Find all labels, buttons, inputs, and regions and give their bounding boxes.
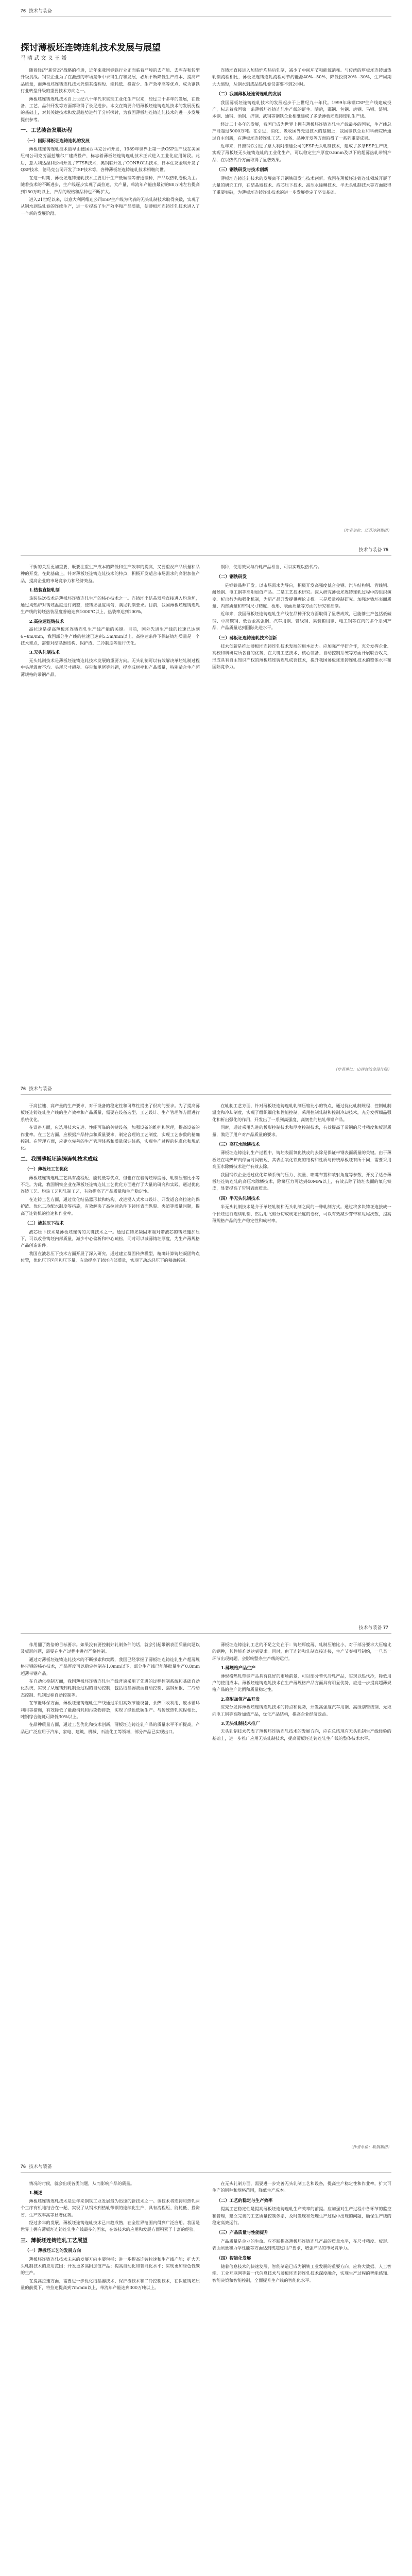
page-5	[0, 2156, 412, 2576]
page-3	[0, 1078, 412, 1617]
paragraph: 薄板坯连铸连轧技术最早由德国西马克公司开发，1989年世界上第一条CSP生产线在美国纽柯公司克劳福兹维尔厂建成投产，标志着薄板坯连铸连轧技术正式进入工业化应用阶段。此后，意大利达涅利公司开发了FTSR技术，奥钢联开发了CONROLL技术，日本住友金属开发了QSP技术，德马克公司开发了ISP技术等，各种薄板坯连铸连轧技术相继问世。	[21, 146, 200, 173]
section-heading: 一、工艺装备发展历程	[21, 128, 72, 134]
section-heading: （一）薄板坯工艺的发展方向	[25, 2248, 81, 2253]
paragraph: 薄板坯连铸连轧生产过程中，铸坯表面氧化铁皮的去除是保证带钢表面质量的关键。由于薄板坯在均热炉内停留时间较短，其表面氧化铁皮的结构和性质与传统厚板坯有所不同，需要采用高压水除鳞技术进行有效去除。	[212, 1150, 391, 1170]
paragraph: 情况的时候，就会出现各类问题，从而影响产品的质量。	[29, 2181, 135, 2186]
section-heading: 二、我国薄板坯连铸连轧技术成就	[21, 1156, 98, 1162]
paragraph: 技术创新是推动薄板坯连铸连轧技术发展的根本动力。应加强产学研合作，充分发挥企业、高校和科研院所各自的优势，在关键工艺技术、核心装备、自动控制系统等方面开展联合攻关，形成具有自主知识产权的薄板坯连铸连轧成套技术，提升我国薄板坯连铸连轧技术的整体水平和国际竞争力。	[212, 643, 391, 670]
section-heading: （三）钢铁研发与技术创新	[216, 167, 268, 173]
journal-section: 技术与装备	[29, 2164, 53, 2169]
section-heading: （二）钢铁研发	[216, 574, 247, 580]
paragraph: 薄板坯连铸连轧工艺的不足之处在于：铸坯厚度薄、轧制压缩比小，对于部分要求大压缩比的钢种，其性能难以达到要求。同时，由于连铸和轧制直接连接，生产节奏相互制约，一旦某一环节出现问题，会影响整条生产线的运行。	[212, 1642, 391, 1661]
section-heading: （三）高压水除鳞技术	[216, 1142, 260, 1147]
right-column	[212, 1103, 391, 1607]
right-column	[212, 564, 391, 1058]
paragraph: 在设备方面，应选用技术先进、性能可靠的关键设备，加强设备的维护和管理，提高设备的作业率。在工艺方面，应根据产品特点和质量要求，制定合理的工艺制度，实现工艺参数的精确控制。在管理方面，应建立完善的生产管理体系和质量保证体系，实现生产过程的标准化和规范化。	[21, 1125, 200, 1151]
section-heading: （三）薄板坯连铸连轧技术创新	[216, 635, 277, 640]
paragraph: 在自动化控制方面，我国薄板坯连铸连轧生产线普遍采用了先进的过程控制系统和基础自动化系统，实现了从连铸到轧制全过程的自动控制，包括结晶器液面自动控制、漏钢预报、二冷动态控制、轧制过程自动控制等。	[21, 1679, 200, 1698]
section-heading: 1.热装直接轧制	[29, 587, 60, 593]
paragraph: 一是钢铁品种开发。以市场需求为导向，积极开发高强度低合金钢、汽车结构钢、管线钢、耐候钢、电工钢等高附加值产品。二是工艺技术研究。深入研究薄板坯连铸连轧过程中的组织演变、析出行为和强化机制，为新产品开发提供理论支撑。三是质量控制研究。加强对铸坯表面质量、内部质量和带钢尺寸精度、板形、表面质量等方面的研究和控制。	[212, 582, 391, 609]
page-number: 77	[383, 1625, 388, 1630]
paragraph: 在这一时期，薄板坯连铸连轧技术主要用于生产低碳钢等普通钢种，产品以热轧卷板为主。随着技术的不断进步，生产线逐步实现了高拉速、大产量，单流年产能由最初的80万吨左右提高到150万吨以上，产品的规格和品种也不断扩大。	[21, 175, 200, 194]
page-4	[0, 1617, 412, 2156]
journal-section: 技术与装备	[29, 1086, 53, 1091]
left-column	[21, 1103, 200, 1607]
author-affiliation: （作者单位：鞍钢集团）	[349, 2145, 391, 2149]
section-heading: 2.高拉速连铸技术	[29, 618, 64, 624]
paragraph: 钢种，使用效果与冷轧产品相当，可以实现以热代冷。	[220, 564, 322, 569]
header-rule	[21, 1633, 391, 1634]
paragraph: 产品质量是企业的生命。应不断提高薄板坯连铸连轧产品的质量水平，在尺寸精度、板形、表面质量和力学性能等方面达到或超过用户要求，增强产品的市场竞争力。	[212, 2238, 391, 2251]
article-title: 探讨薄板坯连铸连轧技术发展与展望	[21, 43, 161, 53]
paragraph: 应充分发挥薄板坯连铸连轧技术的特点和优势，开发高强度汽车用钢、高级别管线钢、无取向电工钢等高附加值产品，优化产品结构，提高企业经济效益。	[212, 1704, 391, 1717]
text-columns	[21, 1641, 391, 2136]
section-heading: （二）工艺的稳定与生产效率	[216, 2197, 273, 2203]
paragraph: 于高拉速、高产量的生产要求，对于设备的稳定性和可靠性提出了很高的要求。为了提高薄板坯连铸连轧生产线的生产效率和产品质量，需要在设备选型、工艺设计、生产管理等方面进行系统优化。	[21, 1103, 200, 1122]
section-heading: （四）智能化发展	[216, 2255, 251, 2261]
page-header	[21, 2163, 391, 2171]
paragraph: 连铸坯直接进入加热炉均热后轧制，减少了中间环节和能源消耗。与传统的厚板坯连铸加热轧制流程相比，薄板坯连铸连轧流程可节约能源40%~50%，降低投资20%~30%，生产周期大大缩短，从钢水到成品热轧卷仅需要不到2小时。	[212, 67, 391, 87]
page-header	[21, 1624, 391, 1632]
article-authors: 马 晴 武 文 义 王 媛	[21, 56, 67, 61]
page-number: 76	[21, 2164, 26, 2169]
paragraph: 进入21世纪以来，以意大利阿维迪公司ESP生产线为代表的无头轧制技术取得突破，实现了从钢水到热轧卷的连续生产，进一步提高了生产效率和产品质量，使薄板坯连铸连轧技术进入了一个新的发展阶段。	[21, 196, 200, 216]
paragraph: 提高工艺稳定性是提高薄板坯连铸连轧生产效率的前提。应加强对生产过程中各环节的监控和管理，建立完善的工艺质量控制体系，及时发现和处理生产过程中出现的问题，确保生产线的稳定高效运行。	[212, 2206, 391, 2226]
page-header	[21, 7, 391, 15]
section-heading: 3.无头轧制技术推广	[220, 1721, 260, 1726]
paragraph: 我国在液芯压下技术方面开展了深入研究，通过建立凝固传热模型，精确计算铸坯凝固终点位置，优化压下区间和压下量，有效提高了铸坯内部质量，实现了动态轻压下的精确控制。	[21, 1250, 200, 1263]
page-1	[0, 0, 412, 539]
author-affiliation: （作者单位：山西省冶金设计院）	[333, 1067, 391, 1072]
section-heading: （四）半无头轧制技术	[216, 1195, 260, 1201]
section-heading: （一）薄板坯工艺优化	[25, 1166, 68, 1172]
text-columns	[21, 564, 391, 1058]
page-number: 76	[21, 1086, 26, 1091]
section-heading: （一）国际薄板坯连铸连轧的发展	[25, 138, 90, 143]
paragraph: 同时，通过采用先进的板形控制技术和厚度控制技术，有效提高了带钢的尺寸精度和板形质量，满足了用户对产品质量的要求。	[212, 1125, 391, 1137]
text-columns	[21, 1103, 391, 1607]
paragraph: 作用翻了数倍的目标要求。如果没有要控制好轧制条件的话，就会引起带钢表面质量问题以及板形问题，需要在生产过程中进行严格控制。	[21, 1642, 200, 1654]
section-heading: 1.薄规格产品生产	[220, 1665, 256, 1671]
paragraph: 薄板坯连铸连轧技术自上世纪八十年代末实现工业化生产以来，经过三十多年的发展，在设备、工艺、品种开发等方面都取得了长足进步。本文在简要介绍薄板坯连铸连轧技术的发展历程的基础上，对其关键技术和发展趋势进行了分析探讨，为我国薄板坯连铸连轧技术的进一步发展提供参考。	[21, 96, 200, 122]
header-rule	[21, 1094, 391, 1095]
text-columns	[21, 2180, 391, 2576]
paragraph: 无头轧制技术是薄板坯连铸连轧技术发展的重要方向。无头轧制可以有效解决单坯轧制过程中头尾温度不均、头尾尺寸超差、穿带和甩尾等问题，提高成材率和产品质量，特别适合生产超薄规格的带钢产品。	[21, 657, 200, 677]
paragraph: 我国薄板坯连铸连轧技术的发展起步于上世纪九十年代。1999年珠钢CSP生产线建成投产，标志着我国第一条薄板坯连铸连轧生产线的诞生。随后，邯钢、包钢、唐钢、马钢、涟钢、本钢、通钢、酒钢、济钢、武钢等钢铁企业相继建成了多条薄板坯连铸连轧生产线。	[212, 99, 391, 119]
section-heading: （二）液芯压下技术	[25, 1221, 64, 1226]
paragraph: 薄板坯连铸连轧技术的发展离不开钢铁研发与技术创新。我国在薄板坯连铸连轧领域开展了大量的研究工作，在结晶器技术、液芯压下技术、高压水除鳞技术、半无头轧制技术等方面取得了重要突破，为薄板坯连铸连轧技术的进一步发展奠定了坚实基础。	[212, 175, 391, 195]
paragraph: 薄板坯连铸连轧技术未来的发展方向主要包括：进一步提高连铸拉速和生产线产能；扩大无头轧制技术的应用范围；开发更多高附加值产品；提高自动化和智能化水平；实现更加绿色低碳的生产。	[21, 2256, 200, 2276]
paragraph: 薄规格热轧带钢产品具有良好的市场前景，可以部分替代冷轧产品，实现以热代冷，降低用户的使用成本。薄板坯连铸连轧技术在生产薄规格产品方面具有明显优势，应进一步提高超薄规格产品的生产比例和质量稳定性。	[212, 1673, 391, 1692]
section-heading: 三、薄板坯连铸连轧工艺展望	[21, 2238, 88, 2244]
paragraph: 通过对薄板坯连铸连轧技术的不断探索和实践，我国已经掌握了薄板坯连铸连轧生产超薄规格带钢的核心技术，产品厚度可以稳定控制在1.0mm以下，部分生产线已能够批量生产0.8mm超薄带钢产品。	[21, 1656, 200, 1676]
paragraph: 随着经济“新常态”战略的推进，近年来我国钢铁行业正面临着严峻的去产能、去库存和转型升级挑战。钢铁企业为了在激烈的市场竞争中求得生存和发展，必须不断降低生产成本、提高产品质量，而薄板坯连铸连轧技术凭借其流程短、能耗低、投资少、生产效率高等优点，成为钢铁行业转型升级的重要技术方向之一。	[21, 67, 200, 94]
paragraph: 在轧制工艺方面，针对薄板坯连铸连轧轧制压缩比小的特点，通过优化轧制规程、控制轧制温度和冷却制度，实现了组织细化和性能控制。采用控制轧制和控制冷却技术，充分发挥细晶强化和析出强化的作用，开发出了一系列高强度、高韧性的热轧带钢产品。	[212, 1103, 391, 1122]
left-column	[21, 2180, 200, 2576]
paragraph: 经过多年的发展，薄板坯连铸连轧技术已日趋成熟，在全世界范围内得到广泛应用。我国是世界上拥有薄板坯连铸连轧生产线最多的国家，在该技术的应用和发展方面积累了丰富的经验。	[21, 2220, 200, 2232]
right-column	[212, 1641, 391, 2136]
paragraph: 半无头轧制技术是介于单坯轧制和无头轧制之间的一种轧制方式。通过将多块铸坯连接成一个长坯进行连续轧制，然后用飞剪分切成规定长度的卷材，可以有效减少穿带和甩尾次数，提高薄规格产品的生产稳定性和成材率。	[212, 1204, 391, 1224]
paragraph: 我国钢铁企业通过优化除鳞系统的压力、流量、喷嘴布置和喷射角度等参数，开发了适合薄板坯连铸连轧的高压水除鳞技术，除鳞压力可达到40MPa以上，有效去除了铸坯表面的氧化铁皮，显著提高了带钢表面质量。	[212, 1172, 391, 1191]
section-heading: 3.无头轧制技术	[29, 650, 60, 655]
paragraph: 高拉速是提高薄板坯连铸连轧生产线产能的关键。目前，国外先进生产线的拉速已达到6~8m/min，我国部分生产线的拉速已达到5.5m/min以上。高拉速条件下保证铸坯质量是一个技术难点，需要对结晶器结构、保护渣、二冷制度等进行优化。	[21, 626, 200, 646]
section-heading: 1.概述	[29, 2190, 43, 2196]
paragraph: 近年来，日照钢铁引进了意大利阿维迪公司的ESP无头轧制技术，建成了多条ESP生产线，实现了薄板坯无头连铸连轧的工业化生产，可以稳定生产厚度0.8mm及以下的超薄热轧带钢产品，在以热代冷方面取得了显著效果。	[212, 143, 391, 162]
header-rule	[21, 16, 391, 17]
paragraph: 无头轧制技术代表了薄板坯连铸连轧技术的发展方向，应在总结现有无头轧制生产线经验的基础上，进一步推广应用无头轧制技术，提高薄板坯连铸连轧生产线的整体技术水平。	[212, 1728, 391, 1741]
page-number: 76	[21, 8, 26, 13]
section-heading: （三）产品质量与性能提升	[216, 2230, 268, 2235]
left-column	[21, 564, 200, 1058]
left-column	[21, 67, 200, 520]
paragraph: 随着信息技术的快速发展，智能制造已成为钢铁工业发展的重要方向。应将大数据、人工智能、工业互联网等新一代信息技术与薄板坯连铸连轧技术深度融合，实现生产过程的智能感知、智能决策和智能控制，全面提升生产线的智能化水平。	[212, 2264, 391, 2283]
paragraph: 平衡的关系更加重要，既要注重生产成本的降低和生产效率的提高，又要重视产品质量和品种的开发。在此基础上，针对薄板坯连铸连轧技术的特点，积极开发适合市场需求的高附加值产品，提高企业的市场竞争力和经济效益。	[21, 564, 200, 583]
paragraph: 热装热送技术是薄板坯连铸连轧生产的核心技术之一。连铸坯出结晶器后直接进入均热炉，通过均热炉对铸坯温度进行调整，使铸坯温度均匀，满足轧制要求。目前，我国薄板坯连铸连轧生产线的铸坯热装温度普遍达到1000℃以上，热装率达到100%。	[21, 595, 200, 615]
section-heading: 2.高附加值产品开发	[220, 1696, 260, 1702]
paragraph: 近年来，我国薄板坯连铸连轧生产线在品种开发方面取得了显著成效，已能够生产包括低碳钢、中高碳钢、低合金高强钢、汽车用钢、管线钢、集装箱用钢、电工钢等在内的多个系列产品，产品质量达到国际先进水平。	[212, 611, 391, 631]
journal-section: 技术与装备	[358, 547, 382, 552]
header-rule	[21, 555, 391, 556]
text-columns	[21, 67, 391, 520]
header-rule	[21, 2172, 391, 2173]
page-header	[21, 1085, 391, 1093]
right-column	[212, 67, 391, 520]
paragraph: 在提高拉速方面，需要进一步优化结晶器技术、保护渣技术和二冷控制技术，在保证铸坯质量的前提下，将拉速提高到7m/min以上，单流年产能达到300万吨以上。	[21, 2278, 200, 2291]
page-number: 75	[383, 547, 388, 552]
right-column	[212, 2180, 391, 2576]
journal-section: 技术与装备	[358, 1625, 382, 1630]
paragraph: 在连铸工艺方面，通过优化结晶器形状和结构、改进浸入式水口设计、开发适合高拉速的保护渣、优化二冷配水制度等措施，有效解决了高拉速条件下铸坯表面纵裂、夹渣等质量问题，提高了连铸机的拉速和作业率。	[21, 1196, 200, 1216]
paragraph: 在节能环保方面，薄板坯连铸连轧生产线通过采用高效节能设备、余热回收利用、废水循环利用等措施，有效降低了能源消耗和污染物排放，实现了绿色低碳生产。与传统热轧流程相比，吨钢综合能耗可降低30%以上。	[21, 1700, 200, 1720]
journal-section: 技术与装备	[29, 8, 53, 13]
paragraph: 薄板坯连铸连轧工艺具有流程短、能耗低等优点，但也存在着铸坯厚度薄、轧制压缩比小等不足。为此，我国钢铁企业在薄板坯连铸连轧工艺优化方面进行了大量的研究和实践，通过优化连铸工艺、均热工艺和轧制工艺，有效提高了产品质量和生产稳定性。	[21, 1175, 200, 1194]
page-header	[21, 546, 391, 554]
paragraph: 在品种质量方面，通过工艺优化和技术创新，薄板坯连铸连轧产品的质量水平不断提高，产品已广泛应用于汽车、家电、建筑、机械、石油化工等领域，部分产品已实现出口。	[21, 1722, 200, 1734]
paragraph: 在无头轧制方面，需要进一步完善无头轧制工艺和设备，提高生产稳定性和作业率，扩大可生产的钢种和规格范围，降低生产成本。	[212, 2181, 391, 2193]
author-affiliation: （作者单位：江苏沙钢集团）	[341, 528, 391, 533]
paragraph: 薄板坯连铸连轧技术是近年来钢铁工业发展最为迅速的新技术之一。该技术将连铸和热轧两个工序有机地结合在一起，实现了从钢水到热轧带钢的连续化生产，具有流程短、能耗低、投资省、生产效率高等显著优势。	[21, 2198, 200, 2217]
page-2	[0, 539, 412, 1078]
paragraph: 液芯压下技术是薄板坯连铸的关键技术之一。通过在铸坯凝固末端对带液芯的铸坯施加压下，可以改善铸坯内部质量，减少中心偏析和中心疏松，同时可以减薄铸坯厚度，为生产薄规格产品创造条件。	[21, 1229, 200, 1248]
paragraph: 经过二十多年的发展，我国已成为世界上拥有薄板坯连铸连轧生产线最多的国家，生产线总产能超过5000万吨。在引进、消化、吸收国外先进技术的基础上，我国钢铁企业和科研院所通过自主创新，在薄板坯连铸连轧工艺、设备、品种开发等方面取得了一系列重要成果。	[212, 121, 391, 141]
section-heading: （二）我国薄板坯连铸连轧的发展	[216, 91, 282, 97]
left-column	[21, 1641, 200, 2136]
